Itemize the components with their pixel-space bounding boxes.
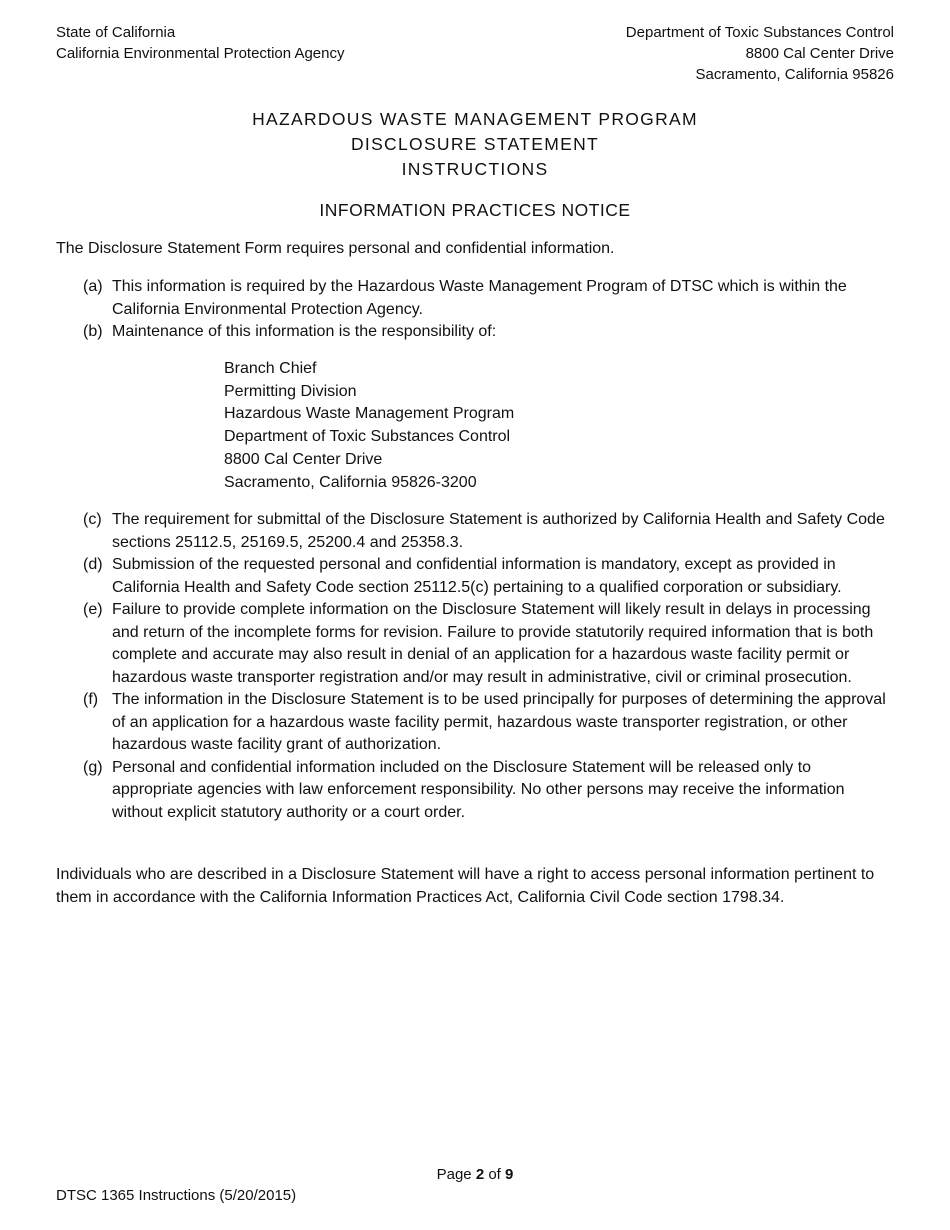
- header-right: [626, 22, 894, 85]
- header-city: Sacramento, California 95826: [695, 66, 894, 83]
- page-label: Page: [436, 1166, 472, 1183]
- list-item: [83, 757, 895, 825]
- item-text: The requirement for submittal of the Disclosure Statement is authorized by California Health and Safety Code sections 25112.5, 25169.5, 25200.4 and 25358.3.: [112, 511, 885, 551]
- document-title: [0, 107, 950, 182]
- item-marker: (f): [83, 691, 99, 708]
- address-line: Sacramento, California 95826-3200: [224, 473, 477, 491]
- notice-list-second: [83, 509, 895, 824]
- address-line: 8800 Cal Center Drive: [224, 450, 383, 468]
- header-left: [56, 22, 345, 64]
- item-text: This information is required by the Hazardous Waste Management Program of DTSC which is within the California Environmental Protection Agency.: [112, 278, 847, 318]
- item-text: The information in the Disclosure Statement is to be used principally for purposes of determining the approval of an application for a hazardous waste facility permit, hazardous waste transporter registration, or other hazardous waste facility grant of authorization.: [112, 691, 886, 753]
- form-identifier: DTSC 1365 Instructions (5/20/2015): [56, 1187, 297, 1204]
- page-total: 9: [505, 1166, 514, 1183]
- closing-paragraph: Individuals who are described in a Disclosure Statement will have a right to access personal information pertinent to them in accordance with the California Information Practices Act, California Civil Code section 1798.34.: [56, 866, 875, 906]
- item-marker: (a): [83, 278, 103, 295]
- list-item: [83, 276, 895, 321]
- address-line: Hazardous Waste Management Program: [224, 405, 515, 423]
- item-text: Failure to provide complete information on the Disclosure Statement will likely result in delays in processing and return of the incomplete forms for revision. Failure to provide statutorily required information that is both complete and accurate may also result in denial of an application for a hazardous waste facility permit or hazardous waste transporter registration and/or may result in administrative, civil or criminal prosecution.: [112, 601, 874, 686]
- page-of: of: [488, 1166, 501, 1183]
- responsible-office-address: [224, 358, 514, 494]
- intro-paragraph: The Disclosure Statement Form requires personal and confidential information.: [56, 240, 615, 257]
- page-current: 2: [475, 1166, 485, 1183]
- item-marker: (d): [83, 556, 103, 573]
- item-marker: (e): [83, 601, 103, 618]
- title-instructions: INSTRUCTIONS: [401, 159, 549, 179]
- title-program: HAZARDOUS WASTE MANAGEMENT PROGRAM: [252, 109, 698, 129]
- item-marker: (b): [83, 323, 103, 340]
- notice-list-first: [83, 276, 895, 344]
- item-text: Maintenance of this information is the responsibility of:: [112, 323, 497, 340]
- list-item: [83, 554, 895, 599]
- list-item: [83, 509, 895, 554]
- header-agency: California Environmental Protection Agency: [56, 45, 345, 62]
- title-statement: DISCLOSURE STATEMENT: [350, 134, 599, 154]
- item-text: Submission of the requested personal and confidential information is mandatory, except as provided in California Health and Safety Code section 25112.5(c) pertaining to a qualified corporation or subsidiary.: [112, 556, 842, 596]
- header-street: 8800 Cal Center Drive: [745, 45, 894, 62]
- header-department: Department of Toxic Substances Control: [625, 24, 894, 41]
- header-state: State of California: [56, 24, 176, 41]
- notice-heading: INFORMATION PRACTICES NOTICE: [319, 200, 631, 220]
- list-item: [83, 689, 895, 757]
- item-text: Personal and confidential information included on the Disclosure Statement will be released only to appropriate agencies with law enforcement responsibility. No other persons may receive the information without explicit statutory authority or a court order.: [112, 758, 845, 821]
- item-marker: (g): [83, 758, 103, 776]
- list-item: [83, 599, 895, 689]
- page-number: [0, 1165, 950, 1185]
- address-line: Branch Chief: [224, 360, 317, 377]
- address-line: Department of Toxic Substances Control: [224, 428, 511, 446]
- list-item: [83, 321, 895, 344]
- item-marker: (c): [83, 511, 102, 528]
- address-line: Permitting Division: [224, 382, 357, 400]
